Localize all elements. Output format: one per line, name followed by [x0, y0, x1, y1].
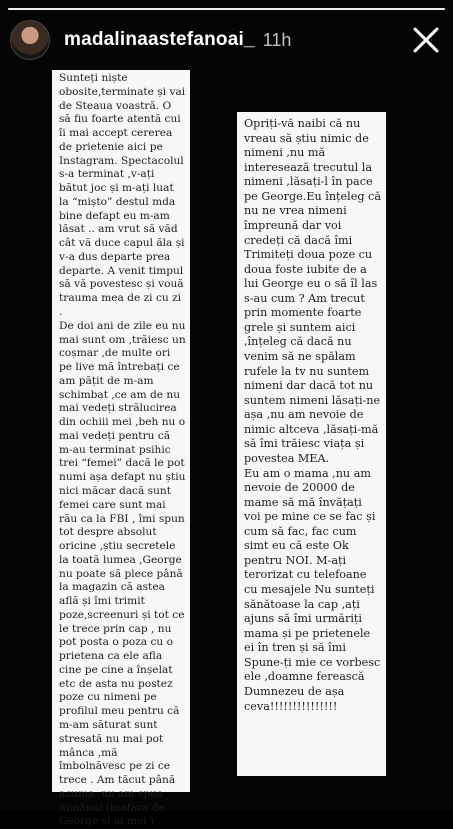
right-note-paragraph-2: Eu am o mama ,nu am nevoie de 20000 de mame să mă învățați voi pe mine ce se fac și cum să fac, fac cum simt eu că este Ok pentru NOI. M-ați terorizat cu telefoane cu mesajele Nu sunteți sănătoase la cap ,ați ajuns să îmi urmăriți mama și pe prietenele ei în tren și să îmi Spune-ți mie ce vorbesc ele ,doamne ferească Dumnezeu de așa ceva!!!!!!!!!!!!!!!: [244, 466, 384, 713]
right-note-text: [237, 112, 386, 776]
left-note-paragraph-1: Sunteți niște obosite,terminate și vai de Steaua voastră. O să fiu foarte atentă cui îi mai accept cererea de prietenie aici pe Instagram. Spectacolul s-a terminat ,v-ați bătut joc și m-ați luat la “mișto” destul mda bine defapt eu m-am lăsat .. am vrut să văd cât vă duce capul ăla și v-a dus departe prea departe. A venit timpul să vă povestesc și vouă trauma mea de zi cu zi .: [59, 72, 189, 319]
close-icon[interactable]: [409, 23, 443, 57]
profile-avatar[interactable]: [10, 20, 50, 60]
left-note-paragraph-2: De doi ani de zile eu nu mai sunt om ,trăiesc un coșmar ,de multe ori pe live mă întrebați ce am pățit de m-am schimbat ,ce am de nu mai vedeți strălucirea din ochiii mei ,beh nu o mai vedeți pentru că m-au terminat psihic trei “femei” dacă le pot numi așa defapt nu știu nici măcar dacă sunt femei care sunt mai rău ca la FBI , îmi spun tot despre absolut oricine ,știu secretele la toată lumea ,George nu poate să plece până la magazin că astea află și îmi trimit poze,screenuri și tot ce le trece prin cap , nu pot posta o poza cu o prietena ca ele afla cine pe cine a înșelat etc de asta nu postez poze cu nimeni pe profilul meu pentru că m-am săturat sunt stresată nu mai pot mânca ,mă îmbolnăvesc pe zi ce trece . Am tăcut până acuma ,nu am spus nimănui (inafara de George și ai mei ): [59, 319, 190, 828]
story-progress-fill: [8, 8, 445, 10]
story-progress-bar: [8, 8, 445, 10]
username[interactable]: madalinaastefanoai_: [64, 29, 255, 50]
story-timestamp: 11h: [262, 29, 292, 50]
right-note-paragraph-1: Opriți-vă naibi că nu vreau să știu nimic de nimeni ,nu mă interesează trecutul la nimeni ,lăsați-l în pace pe George.Eu înțeleg că nu ne vrea nimeni împreună dar voi credeți că dacă îmi Trimiteți doua poze cu doua foste iubite de a lui George eu o să îl las s-au cum ? Am trecut prin momente foarte grele și suntem aici ,înțeleg că dacă nu venim să ne spălam rufele la tv nu suntem nimeni dar dacă tot nu suntem nimeni lăsați-ne așa ,nu am nevoie de nimic altceva ,lăsați-mă să îmi trăiesc viața și povestea MEA.: [244, 117, 385, 465]
left-note-text: [52, 70, 190, 828]
story-header: [10, 18, 443, 62]
